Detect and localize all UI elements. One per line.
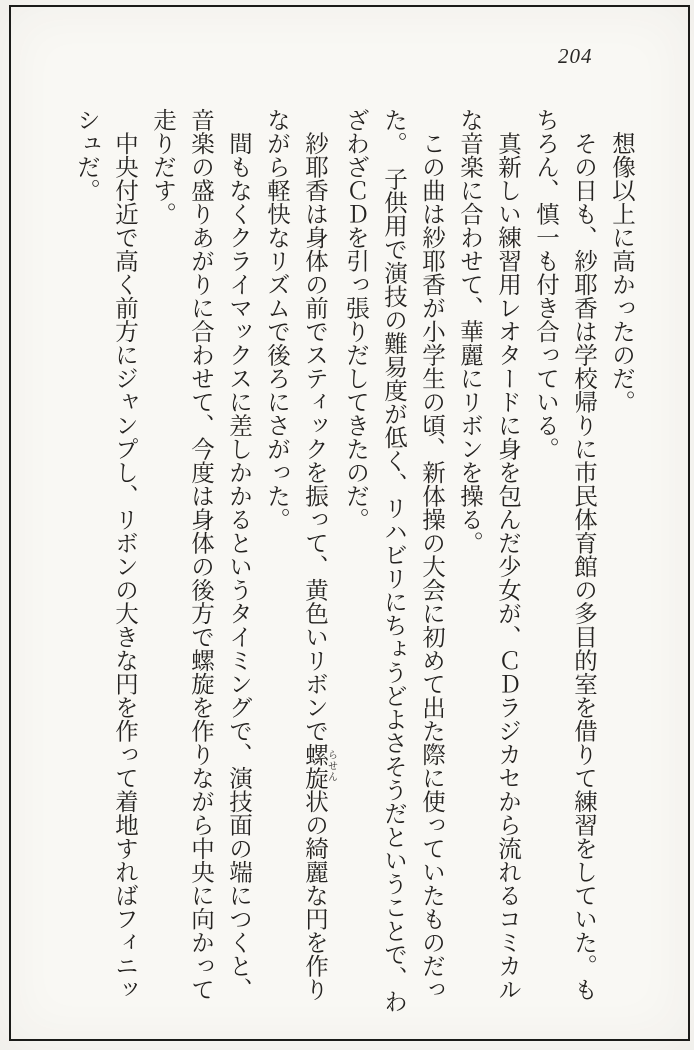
vertical-text-block <box>67 108 640 1033</box>
ruby-text: らせん <box>325 742 337 790</box>
text-column: 中央付近で高く前方にジャンプし、リボンの大きな円を作って着地すればフィニッ <box>111 108 137 1001</box>
text-column: た。 子供用で演技の難易度が低く、リハビリにちょうどよさそうだということで、わ <box>380 108 406 1013</box>
text-column: 走りだす。 <box>149 108 175 226</box>
text-column <box>295 108 336 1033</box>
text-column: 間もなくクライマックスに差しかかるというタイミングで、演技面の端につくと、 <box>225 108 251 1001</box>
text-segment: 紗耶香は身体の前でスティックを振って、黄色いリボンで <box>301 108 327 743</box>
text-column: その日も、紗耶香は学校帰りに市民体育館の多目的室を借りて練習をしていた。も <box>570 108 596 1001</box>
furigana-ruby <box>301 742 337 790</box>
text-column: な音楽に合わせて、華麗にリボンを操る。 <box>456 108 482 555</box>
text-column: シュだ。 <box>73 108 99 202</box>
text-column: この曲は紗耶香が小学生の頃、新体操の大会に初めて出た際に使っていたものだっ <box>418 108 444 1001</box>
text-column: ちろん、慎一も付き合っている。 <box>532 108 558 461</box>
text-column: ながら軽快なリズムで後ろにさがった。 <box>263 108 289 531</box>
ruby-base: 螺旋 <box>301 742 327 790</box>
text-column: 想像以上に高かったのだ。 <box>608 108 634 414</box>
text-column: ざわざＣＤを引っ張りだしてきたのだ。 <box>342 108 368 531</box>
text-segment: 状の綺麗な円を作り <box>301 789 327 1001</box>
page-number: 204 <box>558 44 593 68</box>
text-column: 真新しい練習用レオタードに身を包んだ少女が、ＣＤラジカセから流れるコミカル <box>494 108 520 1001</box>
text-column: 音楽の盛りあがりに合わせて、今度は身体の後方で螺旋を作りながら中央に向かって <box>187 108 213 1001</box>
